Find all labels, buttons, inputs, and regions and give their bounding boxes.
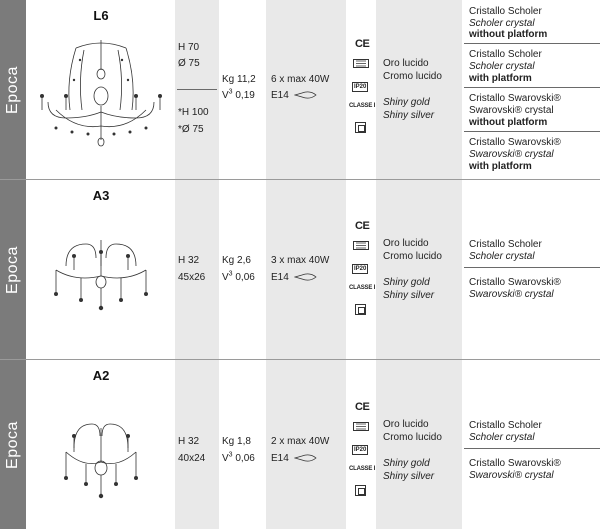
bulb-icon bbox=[294, 453, 318, 463]
socket-label: E14 bbox=[271, 453, 289, 464]
diameter-alt: *Ø 75 bbox=[178, 124, 204, 135]
ip20-icon: IP20 bbox=[354, 447, 367, 453]
series-label: Epoca bbox=[4, 420, 21, 469]
divider bbox=[464, 131, 600, 132]
divider bbox=[464, 43, 600, 44]
finish-column bbox=[376, 0, 462, 179]
crystal-en: Scholer crystal bbox=[469, 61, 535, 72]
volume-prefix: V bbox=[222, 453, 229, 464]
divider bbox=[464, 267, 600, 268]
product-code: A3 bbox=[92, 188, 110, 203]
product-code: A2 bbox=[92, 368, 110, 383]
weight: Kg 2,6 bbox=[222, 255, 251, 266]
crystal-column bbox=[462, 180, 600, 359]
crystal-it: Cristallo Scholer bbox=[469, 420, 542, 431]
ce-mark-icon: CE bbox=[355, 401, 370, 413]
weight: Kg 1,8 bbox=[222, 436, 251, 447]
enec-icon bbox=[353, 241, 369, 250]
socket-label: E14 bbox=[271, 90, 289, 101]
weight-column bbox=[219, 180, 266, 359]
series-band bbox=[0, 0, 26, 179]
volume-exponent: 3 bbox=[228, 88, 233, 96]
height: H 32 bbox=[178, 436, 200, 447]
size: 40x24 bbox=[178, 453, 206, 464]
volume bbox=[222, 452, 255, 465]
series-label: Epoca bbox=[4, 65, 21, 114]
double-insulation-icon bbox=[355, 485, 366, 496]
double-insulation-icon bbox=[355, 122, 366, 133]
weight: Kg 11,2 bbox=[222, 74, 256, 85]
finish-it-2: Cromo lucido bbox=[383, 71, 442, 82]
dimensions-column bbox=[175, 180, 219, 359]
bulb-icon bbox=[294, 272, 318, 282]
ip20-icon: IP20 bbox=[354, 266, 367, 272]
crystal-it: Cristallo Swarovski® bbox=[469, 93, 561, 104]
finish-it-1: Oro lucido bbox=[383, 419, 429, 430]
crystal-en: Swarovski® crystal bbox=[469, 289, 554, 300]
crystal-it: Cristallo Scholer bbox=[469, 239, 542, 250]
finish-it-2: Cromo lucido bbox=[383, 432, 442, 443]
finish-it-1: Oro lucido bbox=[383, 238, 429, 249]
size: 45x26 bbox=[178, 272, 206, 283]
series-label: Epoca bbox=[4, 245, 21, 294]
finish-it-1: Oro lucido bbox=[383, 58, 429, 69]
class-i-icon: CLASSE I bbox=[349, 103, 376, 109]
volume-exponent: 3 bbox=[228, 270, 233, 278]
product-code: L6 bbox=[93, 8, 109, 23]
crystal-it: Cristallo Swarovski® bbox=[469, 458, 561, 469]
finish-column bbox=[376, 360, 462, 529]
bulb-icon bbox=[294, 90, 318, 100]
bulbs: 2 x max 40W bbox=[271, 436, 330, 447]
series-band bbox=[0, 360, 26, 529]
crystal-en: Swarovski® crystal bbox=[469, 149, 554, 160]
finish-en-1: Shiny gold bbox=[383, 458, 430, 469]
crystal-it: Cristallo Scholer bbox=[469, 49, 542, 60]
crystal-platform: without platform bbox=[469, 29, 548, 40]
crystal-it: Cristallo Swarovski® bbox=[469, 277, 561, 288]
crystal-platform: with platform bbox=[469, 161, 532, 172]
ip20-icon: IP20 bbox=[354, 84, 367, 90]
crystal-en: Swarovski® crystal bbox=[469, 105, 554, 116]
height: H 32 bbox=[178, 255, 200, 266]
volume-prefix: V bbox=[222, 272, 229, 283]
socket bbox=[271, 452, 318, 465]
volume bbox=[222, 271, 255, 284]
wall-lamp-illustration bbox=[36, 236, 166, 316]
dimensions-column bbox=[175, 0, 219, 179]
crystal-column bbox=[462, 360, 600, 529]
height-alt: *H 100 bbox=[178, 107, 209, 118]
crystal-en: Swarovski® crystal bbox=[469, 470, 554, 481]
finish-en-2: Shiny silver bbox=[383, 471, 435, 482]
dimensions-column bbox=[175, 360, 219, 529]
crystal-it: Cristallo Swarovski® bbox=[469, 137, 561, 148]
wall-lamp-illustration bbox=[36, 418, 166, 502]
certifications-column bbox=[346, 0, 376, 179]
bulbs: 6 x max 40W bbox=[271, 74, 330, 85]
certifications-column bbox=[346, 180, 376, 359]
finish-en-2: Shiny silver bbox=[383, 110, 435, 121]
crystal-platform: without platform bbox=[469, 117, 548, 128]
finish-en-1: Shiny gold bbox=[383, 97, 430, 108]
volume-prefix: V bbox=[222, 90, 229, 101]
bulbs-column bbox=[266, 0, 346, 179]
divider bbox=[464, 448, 600, 449]
chandelier-illustration bbox=[36, 40, 166, 150]
crystal-en: Scholer crystal bbox=[469, 18, 535, 29]
finish-it-2: Cromo lucido bbox=[383, 251, 442, 262]
volume bbox=[222, 89, 255, 102]
volume-value: 0,19 bbox=[235, 90, 255, 101]
double-insulation-icon bbox=[355, 304, 366, 315]
product-row-a2 bbox=[0, 360, 600, 529]
ce-mark-icon: CE bbox=[355, 38, 370, 50]
volume-exponent: 3 bbox=[228, 451, 233, 459]
certifications-column bbox=[346, 360, 376, 529]
series-band bbox=[0, 180, 26, 359]
diameter: Ø 75 bbox=[178, 58, 200, 69]
enec-icon bbox=[353, 59, 369, 68]
height: H 70 bbox=[178, 42, 200, 53]
socket bbox=[271, 89, 318, 102]
bulbs-column bbox=[266, 360, 346, 529]
crystal-column bbox=[462, 0, 600, 179]
class-i-icon: CLASSE I bbox=[349, 466, 376, 472]
bulbs: 3 x max 40W bbox=[271, 255, 330, 266]
socket-label: E14 bbox=[271, 272, 289, 283]
volume-value: 0,06 bbox=[235, 272, 255, 283]
weight-column bbox=[219, 360, 266, 529]
divider bbox=[177, 89, 217, 90]
enec-icon bbox=[353, 422, 369, 431]
ce-mark-icon: CE bbox=[355, 220, 370, 232]
crystal-platform: with platform bbox=[469, 73, 532, 84]
crystal-en: Scholer crystal bbox=[469, 432, 535, 443]
socket bbox=[271, 271, 318, 284]
crystal-it: Cristallo Scholer bbox=[469, 6, 542, 17]
finish-column bbox=[376, 180, 462, 359]
finish-en-2: Shiny silver bbox=[383, 290, 435, 301]
class-i-icon: CLASSE I bbox=[349, 285, 376, 291]
crystal-en: Scholer crystal bbox=[469, 251, 535, 262]
divider bbox=[464, 87, 600, 88]
product-row-a3 bbox=[0, 180, 600, 359]
bulbs-column bbox=[266, 180, 346, 359]
weight-column bbox=[219, 0, 266, 179]
product-row-l6 bbox=[0, 0, 600, 179]
finish-en-1: Shiny gold bbox=[383, 277, 430, 288]
volume-value: 0,06 bbox=[235, 453, 255, 464]
